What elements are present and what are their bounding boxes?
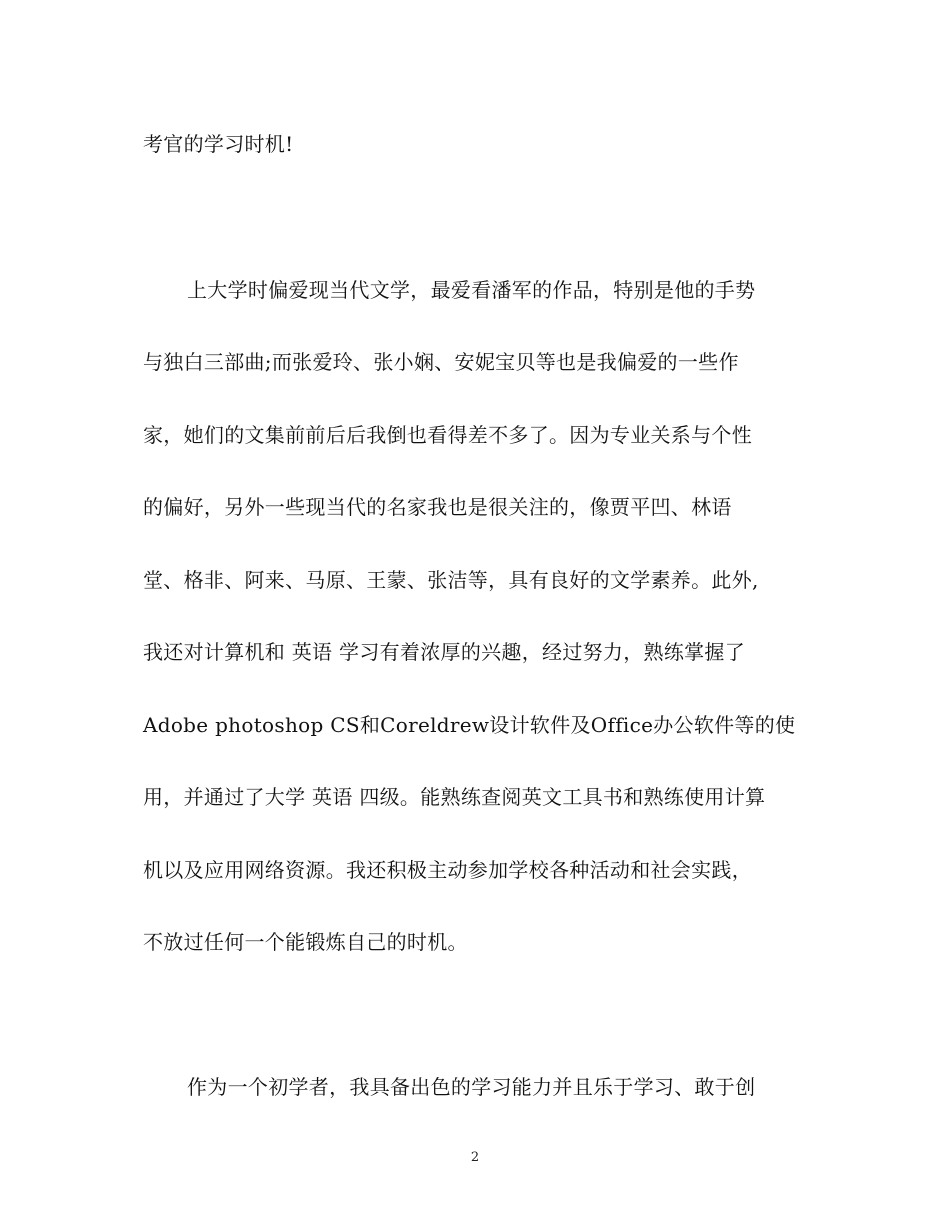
text-line-10: 机以及应用网络资源。我还积极主动参加学校各种活动和社会实践， [143, 858, 752, 882]
text-line-3: 与独白三部曲;而张爱玲、张小娴、安妮宝贝等也是我偏爱的一些作 [143, 350, 739, 374]
text-line-5: 的偏好，另外一些现当代的名家我也是很关注的，像贾平凹、林语 [143, 495, 732, 519]
text-line-7: 我还对计算机和 英语 学习有着浓厚的兴趣，经过努力，熟练掌握了 [143, 640, 746, 664]
text-line-2: 上大学时偏爱现当代文学，最爱看潘军的作品，特别是他的手势 [187, 278, 756, 302]
text-line-4: 家，她们的文集前前后后我倒也看得差不多了。因为专业关系与个性 [143, 423, 752, 447]
page-number: 2 [470, 1150, 480, 1165]
text-line-9: 用，并通过了大学 英语 四级。能熟练查阅英文工具书和熟练使用计算 [143, 785, 766, 809]
text-line-12: 作为一个初学者，我具备出色的学习能力并且乐于学习、敢于创 [187, 1075, 756, 1099]
text-line-8: Adobe photoshop CS和Coreldrew设计软件及Office办公软件等的使 [143, 713, 796, 737]
text-line-1: 考官的学习时机! [143, 132, 294, 156]
text-line-11: 不放过任何一个能锻炼自己的时机。 [143, 930, 468, 954]
text-line-6: 堂、格非、阿来、马原、王蒙、张洁等，具有良好的文学素养。此外, [143, 568, 759, 592]
